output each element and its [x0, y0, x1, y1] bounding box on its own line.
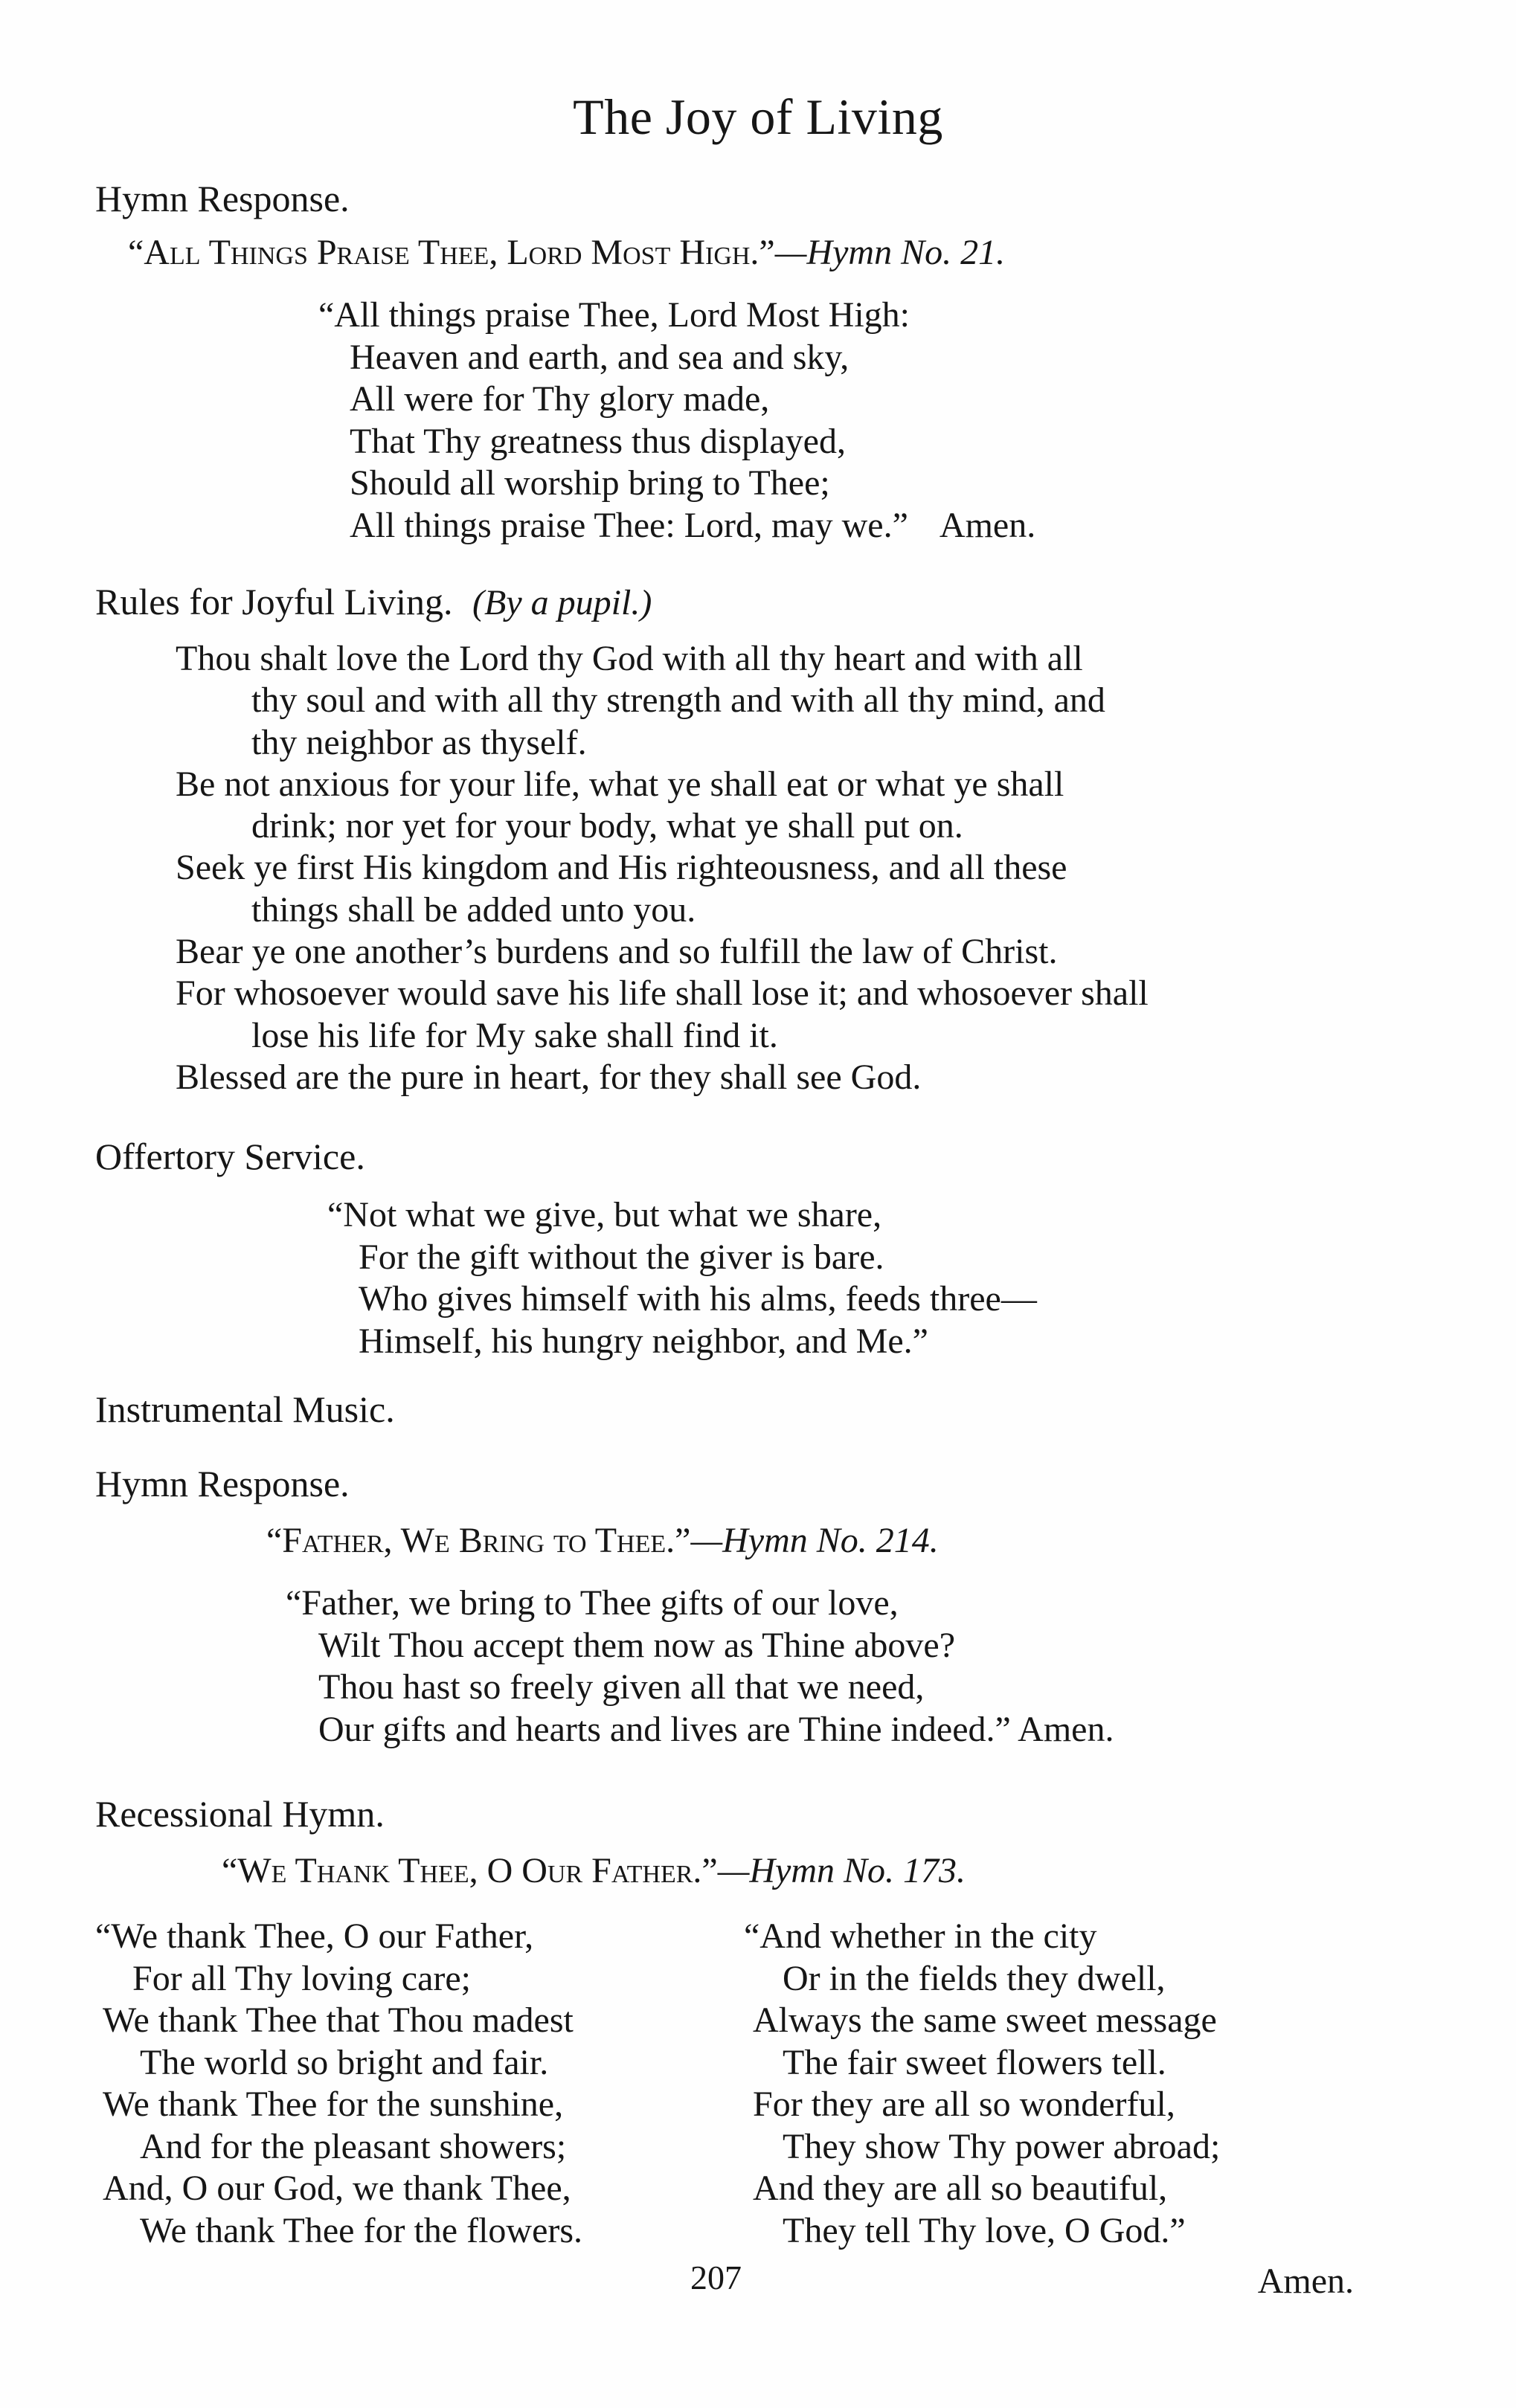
hymn-citation — [222, 1850, 966, 1892]
rule-line: lose his life for My sake shall find it. — [251, 1015, 778, 1055]
verse-line: “We thank Thee, O our Father, — [95, 1916, 534, 1956]
hymn-verse — [286, 1583, 1114, 1751]
rule-line: For whosoever would save his life shall lose it; and whosoever shall — [176, 973, 1149, 1014]
hymn-reference: —Hymn No. 21. — [774, 233, 1006, 272]
section-heading-offertory: Offertory Service. — [95, 1136, 365, 1177]
section-heading-hymn-response: Hymn Response. — [95, 1463, 350, 1504]
verse-line: For all Thy loving care; — [132, 1958, 472, 1998]
hymn-citation — [128, 232, 1005, 274]
verse-line: Or in the fields they dwell, — [783, 1958, 1166, 1998]
rule-line: Bear ye one another’s burdens and so fulfill the law of Christ. — [176, 932, 1058, 972]
rule-item — [176, 973, 1351, 1057]
verse-line: They tell Thy love, O God.” — [783, 2210, 1186, 2250]
verse-line: And they are all so beautiful, — [753, 2169, 1168, 2208]
verse-line: All were for Thy glory made, — [350, 379, 770, 419]
verse-line: The fair sweet flowers tell. — [783, 2042, 1166, 2082]
verse-line: We thank Thee that Thou madest — [103, 2000, 574, 2040]
rule-item — [176, 764, 1351, 848]
amen: Amen. — [939, 505, 1036, 545]
verse-line: “And whether in the city — [744, 1916, 1097, 1956]
verse-line: “All things praise Thee, Lord Most High: — [318, 295, 910, 335]
verse-line: The world so bright and fair. — [140, 2042, 549, 2082]
hymn-reference: —Hymn No. 173. — [717, 1851, 966, 1890]
verse-line: That Thy greatness thus displayed, — [350, 421, 846, 461]
section-heading-recessional: Recessional Hymn. — [95, 1793, 385, 1835]
verse-line: Heaven and earth, and sea and sky, — [350, 337, 849, 377]
rules-list — [176, 638, 1351, 1098]
hymn-citation — [266, 1520, 939, 1562]
verse-line: And, O our God, we thank Thee, — [103, 2169, 571, 2208]
verse-text: All things praise Thee: Lord, may we.” — [350, 505, 908, 545]
rules-attribution: (By a pupil.) — [472, 583, 652, 622]
rule-line: thy soul and with all thy strength and with all thy mind, and — [251, 680, 1105, 721]
verse-line: “Not what we give, but what we share, — [327, 1195, 882, 1234]
offertory-verse — [327, 1194, 1037, 1362]
section-heading-instrumental: Instrumental Music. — [95, 1388, 395, 1430]
section-heading-hymn-response: Hymn Response. — [95, 178, 350, 219]
verse-line: Himself, his hungry neighbor, and Me.” — [359, 1321, 928, 1361]
verse-line: They show Thy power abroad; — [783, 2126, 1221, 2166]
rule-line: drink; nor yet for your body, what ye shall put on. — [251, 806, 963, 846]
hymn-verse-right — [744, 1916, 1220, 2252]
page-number: 207 — [690, 2259, 742, 2296]
verse-line — [318, 505, 1035, 547]
verse-line: Always the same sweet message — [753, 2000, 1217, 2040]
verse-line: Thou hast so freely given all that we need, — [318, 1667, 925, 1707]
verse-line: We thank Thee for the sunshine, — [103, 2085, 564, 2124]
rule-line: Be not anxious for your life, what ye shall eat or what ye shall — [176, 764, 1064, 804]
verse-line: And for the pleasant showers; — [140, 2126, 567, 2166]
rule-item — [176, 638, 1351, 764]
hymn-title: “Father, We Bring to Thee.” — [266, 1521, 691, 1560]
amen: Amen. — [1257, 2261, 1354, 2301]
hymn-title: “All Things Praise Thee, Lord Most High.” — [128, 233, 775, 272]
verse-line: Should all worship bring to Thee; — [350, 463, 830, 503]
section-heading-rules — [95, 580, 652, 623]
verse-line: Wilt Thou accept them now as Thine above? — [318, 1625, 956, 1665]
rule-line: Seek ye first His kingdom and His righteousness, and all these — [176, 848, 1067, 888]
rule-item — [176, 847, 1351, 931]
verse-line: For they are all so wonderful, — [753, 2085, 1175, 2124]
rule-item — [176, 931, 1351, 973]
hymn-verse — [318, 294, 1035, 547]
verse-line: We thank Thee for the flowers. — [140, 2210, 583, 2250]
verse-line: Who gives himself with his alms, feeds three— — [359, 1279, 1037, 1319]
verse-line: “Father, we bring to Thee gifts of our love, — [286, 1583, 899, 1623]
hymn-verse-left — [95, 1916, 582, 2252]
verse-line: Our gifts and hearts and lives are Thine indeed.” Amen. — [318, 1709, 1114, 1749]
rule-line: things shall be added unto you. — [251, 889, 696, 930]
rule-item — [176, 1057, 1351, 1098]
verse-line: For the gift without the giver is bare. — [359, 1237, 884, 1277]
rule-line: Blessed are the pure in heart, for they shall see God. — [176, 1057, 922, 1097]
page-title: The Joy of Living — [573, 88, 943, 145]
rules-heading-text: Rules for Joyful Living. — [95, 581, 453, 622]
rule-line: Thou shalt love the Lord thy God with all thy heart and with all — [176, 639, 1083, 678]
hymn-reference: —Hymn No. 214. — [690, 1521, 939, 1560]
rule-line: thy neighbor as thyself. — [251, 722, 587, 762]
hymn-title: “We Thank Thee, O Our Father.” — [222, 1851, 718, 1890]
